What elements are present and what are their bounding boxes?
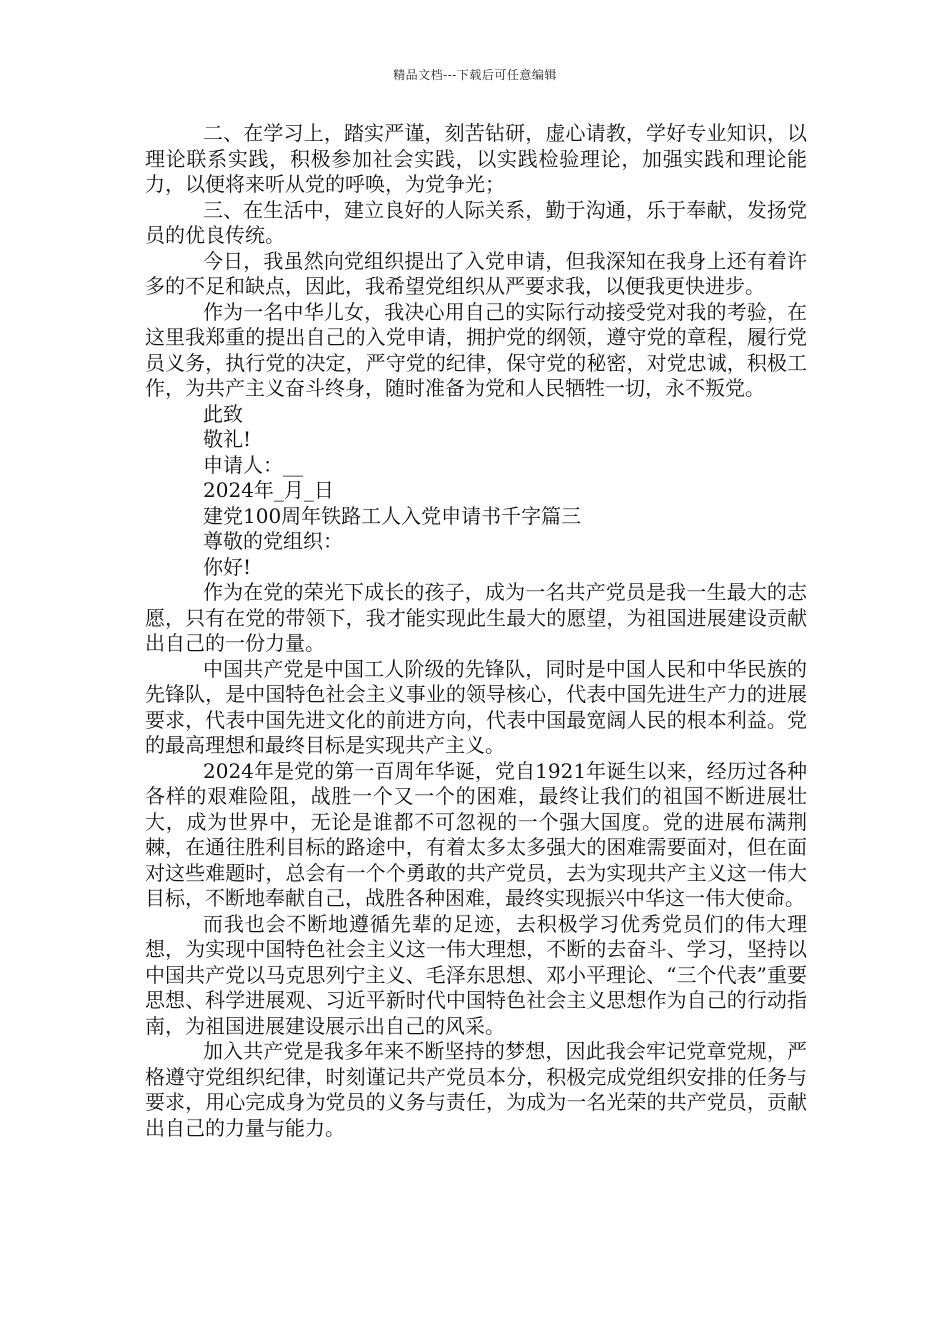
paragraph-party-nature: 中国共产党是中国工人阶级的先锋队，同时是中国人民和中华民族的先锋队，是中国特色社会主义事业的领导核心，代表中国先进生产力的进展要求，代表中国先进文化的前进方向，代表中国最宽阔人民的根本利益。党的最高理想和最终目标是实现共产主义。 xyxy=(145,656,807,757)
page-header: 精品文档---下载后可任意编辑 xyxy=(393,68,557,82)
document-body xyxy=(145,121,807,1141)
paragraph-commitment: 加入共产党是我多年来不断坚持的梦想，因此我会牢记党章党规，严格遵守党组织纪律，时刻谨记共产党员本分，积极完成党组织安排的任务与要求，用心完成身为党员的义务与责任，为成为一名光荣的共产党员，贡献出自己的力量与能力。 xyxy=(145,1039,807,1140)
paragraph-aspiration: 作为在党的荣光下成长的孩子，成为一名共产党员是我一生最大的志愿，只有在党的带领下，我才能实现此生最大的愿望，为祖国进展建设贡献出自己的一份力量。 xyxy=(145,580,807,655)
greeting-hello: 你好! xyxy=(203,554,252,579)
paragraph-study: 二、在学习上，踏实严谨，刻苦钻研，虚心请教，学好专业知识，以理论联系实践，积极参加社会实践，以实践检验理论，加强实践和理论能力，以便将来听从党的呼唤，为党争光； xyxy=(145,121,807,196)
applicant-line: 申请人：__ xyxy=(203,452,303,477)
greeting-recipient: 尊敬的党组织： xyxy=(203,529,343,553)
paragraph-life: 三、在生活中，建立良好的人际关系，勤于沟通，乐于奉献，发扬党员的优良传统。 xyxy=(145,197,807,247)
date-line: 2024年_月_日 xyxy=(203,478,334,502)
closing-regards: 敬礼! xyxy=(203,427,252,451)
paragraph-follow-predecessors: 而我也会不断地遵循先辈的足迹，去积极学习优秀党员们的伟大理想，为实现中国特色社会主义这一伟大理想，不断的去奋斗、学习，坚持以中国共产党以马克思列宁主义、毛泽东思想、邓小平理论、“三个代表”重要思想、科学进展观、习近平新时代中国特色社会主义思想作为自己的行动指南，为祖国进展建设展示出自己的风采。 xyxy=(145,911,807,1038)
section-title: 建党100周年铁路工人入党申请书千字篇三 xyxy=(203,503,582,528)
paragraph-pledge: 作为一名中华儿女，我决心用自己的实际行动接受党对我的考验，在这里我郑重的提出自己的入党申请，拥护党的纲领，遵守党的章程，履行党员义务，执行党的决定，严守党的纪律，保守党的秘密，对党忠诚，积极工作，为共产主义奋斗终身，随时准备为党和人民牺牲一切，永不叛党。 xyxy=(145,299,807,400)
closing-salutation: 此致 xyxy=(203,401,243,426)
paragraph-centenary: 2024年是党的第一百周年华诞，党自1921年诞生以来，经历过各种各样的艰难险阻，战胜一个又一个的困难，最终让我们的祖国不断进展壮大，成为世界中，无论是谁都不可忽视的一个强大国度。党的进展布满荆棘，在通往胜利目标的路途中，有着太多太多强大的困难需要面对，但在面对这些难题时，总会有一个个勇敢的共产党员，去为实现共产主义这一伟大目标，不断地奉献自己，战胜各种困难，最终实现振兴中华这一伟大使命。 xyxy=(145,758,807,910)
paragraph-today: 今日，我虽然向党组织提出了入党申请，但我深知在我身上还有着许多的不足和缺点，因此，我希望党组织从严要求我，以便我更快进步。 xyxy=(145,248,807,298)
